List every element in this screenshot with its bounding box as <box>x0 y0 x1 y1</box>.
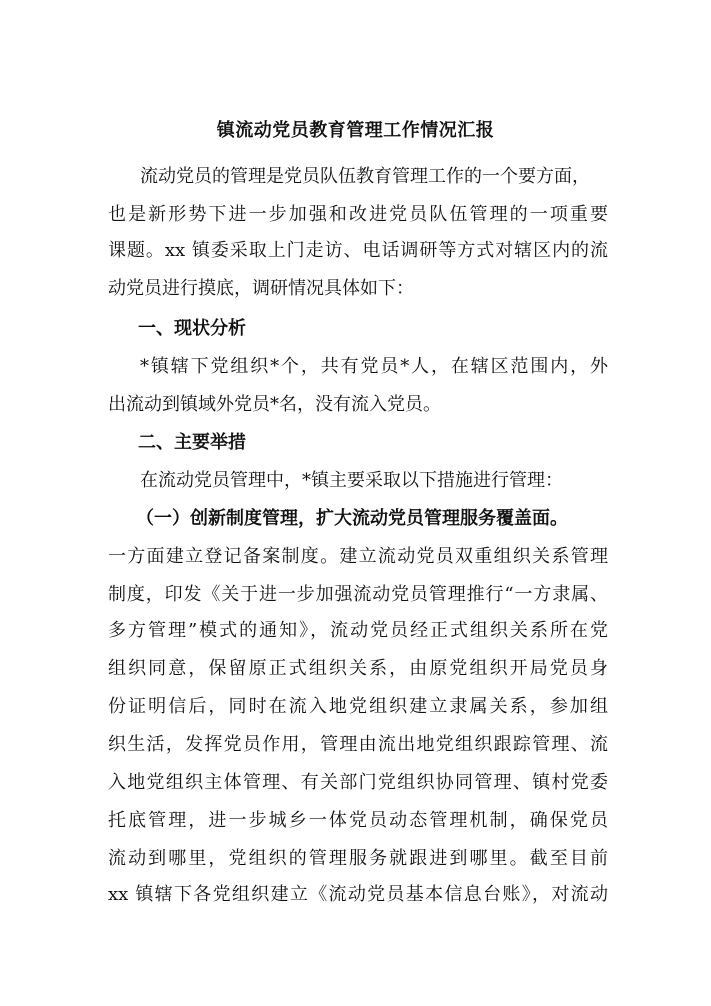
subsection1-line-8: 托底管理，进一步城乡一体党员动态管理机制，确保党员 <box>108 810 608 831</box>
subsection1-line-2: 制度，印发《关于进一步加强流动党员管理推行“一方隶属、 <box>108 584 608 605</box>
intro-line-4: 动党员进行摸底，调研情况具体如下： <box>108 278 414 299</box>
intro-line-2: 也是新形势下进一步加强和改进党员队伍管理的一项重要 <box>108 204 608 225</box>
document-title: 镇流动党员教育管理工作情况汇报 <box>216 120 495 141</box>
subsection1-line-6: 织生活，发挥党员作用，管理由流出地党组织跟踪管理、流 <box>108 734 608 755</box>
intro-line-3: 课题。xx 镇委采取上门走访、电话调研等方式对辖区内的流 <box>108 240 608 261</box>
section2-heading: 二、主要举措 <box>138 432 246 453</box>
section1-line-1: *镇辖下党组织*个，共有党员*人，在辖区范围内，外 <box>140 356 608 377</box>
section1-line-2: 出流动到镇域外党员*名，没有流入党员。 <box>108 394 441 415</box>
section1-heading: 一、现状分析 <box>138 318 246 339</box>
section2-intro: 在流动党员管理中，*镇主要采取以下措施进行管理： <box>140 470 563 491</box>
intro-line-1: 流动党员的管理是党员队伍教育管理工作的一个要方面， <box>140 166 590 187</box>
subsection1-heading: （一）创新制度管理，扩大流动党员管理服务覆盖面。 <box>136 508 568 529</box>
subsection1-line-9: 流动到哪里，党组织的管理服务就跟进到哪里。截至目前 <box>108 848 608 869</box>
subsection1-line-1: 一方面建立登记备案制度。建立流动党员双重组织关系管理 <box>108 546 608 567</box>
subsection1-line-7: 入地党组织主体管理、有关部门党组织协同管理、镇村党委 <box>108 772 608 793</box>
subsection1-line-3: 多方管理”模式的通知》，流动党员经正式组织关系所在党 <box>108 620 608 641</box>
subsection1-line-5: 份证明信后，同时在流入地党组织建立隶属关系，参加组 <box>108 696 608 717</box>
subsection1-line-10: xx 镇辖下各党组织建立《流动党员基本信息台账》，对流动 <box>108 884 608 905</box>
subsection1-line-4: 组织同意，保留原正式组织关系，由原党组织开局党员身 <box>108 658 608 679</box>
